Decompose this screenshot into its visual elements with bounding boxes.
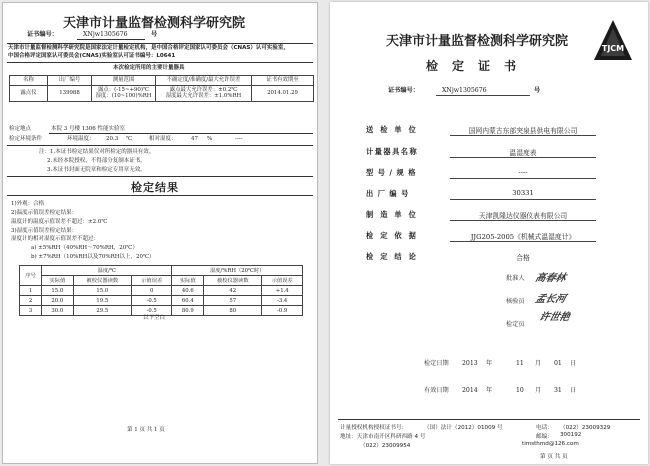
- inspector-signature: 许世艳: [537, 312, 571, 323]
- cert-no-suffix: 号: [534, 87, 541, 94]
- col-uncertainty: 不确定度/准确度/最大允许误差: [156, 76, 252, 86]
- other-value: ----: [235, 136, 243, 142]
- table-header-row: [20, 266, 303, 276]
- field-value-conclusion: 合格: [516, 254, 530, 262]
- field-label-instrument: 计量器具名称: [366, 147, 419, 156]
- item-appearance: 1)外观：合格: [11, 201, 45, 207]
- result-rule: [7, 195, 313, 196]
- top-rule: [7, 43, 313, 44]
- cell: 15.0: [73, 286, 131, 296]
- field-underline: [450, 178, 596, 179]
- result-title: 检定结果: [131, 181, 179, 194]
- res-col-seq: 序号: [20, 266, 42, 286]
- cell: 80: [204, 306, 262, 316]
- blank-below: 以下空白: [143, 315, 166, 321]
- institute-logo-icon: [592, 18, 634, 62]
- notice-line-2: 中国合格评定国家认可委员会(CNAS)实验室认可证书编号：L0641: [8, 53, 176, 59]
- field-label-serial: 出厂编号: [366, 189, 413, 198]
- cell: -0.5: [131, 306, 172, 316]
- field-underline: [450, 241, 596, 242]
- cert-no: XNjw1305676: [442, 87, 487, 94]
- std-unc-1: 露点最大允许误差：±0.2℃: [169, 86, 238, 93]
- place-value: 本院 3 号楼 1306 性能实验室: [51, 126, 125, 132]
- std-caption: 本次检定所用的主要计量器具: [113, 65, 185, 71]
- temp-label: 环境温度：: [67, 136, 95, 142]
- postcode-label: 邮编：: [536, 434, 553, 440]
- item-hum-b: b) ±7%RH（10%RH以及70%RH以上，20℃）: [31, 254, 155, 260]
- std-unc-2: 湿度最大允许误差：±1.0%RH: [165, 93, 242, 99]
- table-header-row: [10, 76, 314, 86]
- phone-value: （022）23009329: [560, 425, 611, 431]
- field-value-instrument: 温湿度表: [509, 149, 537, 157]
- hum-label: 相对湿度：: [149, 136, 177, 142]
- checker-label: 核验员: [506, 298, 525, 305]
- cell: 20.0: [42, 296, 74, 306]
- cond-rule: [7, 145, 313, 146]
- valid-day: 31: [554, 387, 562, 394]
- field-underline: [450, 220, 596, 221]
- item-hum: 3)湿度示值误差检定结果：: [11, 228, 78, 234]
- auth-cert-no: （国）法计（2012）01009 号: [424, 425, 503, 431]
- results-table: [19, 265, 303, 316]
- col-serial: 出厂编号: [48, 76, 92, 86]
- field-value-manufacturer: 天津凯隆达仪器仪表有限公司: [478, 212, 568, 220]
- check-year: 2013: [462, 360, 478, 367]
- place-underline: [49, 133, 313, 134]
- valid-year: 2014: [462, 387, 478, 394]
- cell: +1.4: [262, 286, 303, 296]
- approver-signature: 高春林: [533, 273, 567, 284]
- cert-no: XNjw1305676: [83, 31, 128, 38]
- checker-signature: 孟长河: [533, 294, 567, 305]
- res-sub-reading: 被校仪器读数: [73, 276, 131, 286]
- cert-no-label: 证书编号：: [27, 31, 58, 38]
- res-sub-actual2: 实际值: [172, 276, 204, 286]
- std-range: [92, 85, 156, 101]
- col-name: 名称: [10, 76, 48, 86]
- phone-label: 电话：: [536, 425, 553, 431]
- page-count: 第 页 共 页: [540, 454, 568, 460]
- table-subheader-row: [20, 276, 303, 286]
- field-value-model: ----: [518, 168, 528, 176]
- cell: 15.0: [42, 286, 74, 296]
- cell: -0.5: [131, 296, 172, 306]
- note-3: 3.本证书封面无院章和检定专用章无效。: [47, 167, 146, 173]
- valid-date-label: 有效日期: [424, 387, 449, 394]
- valid-year-unit: 年: [486, 387, 493, 394]
- fax-value: （022）23009954: [360, 443, 411, 449]
- item-hum-a: a) ±5%RH（40%RH～70%RH，20℃）: [31, 245, 138, 251]
- hum-unit: %: [207, 136, 213, 142]
- field-underline: [450, 157, 596, 158]
- field-label-conclusion: 检定结论: [366, 252, 423, 261]
- temp-value: 20.3: [106, 136, 119, 142]
- col-valid: 证书有效期至: [252, 76, 314, 86]
- cert-no-label: 证书编号：: [388, 87, 419, 94]
- res-sub-error: 示值误差: [131, 276, 172, 286]
- cell: 3: [20, 306, 42, 316]
- place-label: 检定地点: [9, 126, 32, 132]
- item-temp-detail: 温度计的温度示值误差不超过：±2.0℃: [11, 219, 108, 225]
- cell: 19.5: [73, 296, 131, 306]
- results-page: [2, 2, 318, 464]
- check-day: 01: [554, 360, 562, 367]
- address: 地址：天津市南开区科研西路 4 号: [340, 434, 426, 440]
- cell: -0.9: [262, 306, 303, 316]
- table-row: [20, 306, 303, 316]
- certificate-cover: [330, 2, 648, 464]
- cert-title: 检定证书: [426, 59, 531, 73]
- res-sub-reading2: 被校仪器读数: [204, 276, 262, 286]
- std-name: 露点仪: [10, 85, 48, 101]
- check-day-unit: 日: [570, 360, 577, 367]
- cell: 60.4: [172, 296, 204, 306]
- footer-rule: [338, 419, 640, 420]
- valid-month: 10: [516, 387, 524, 394]
- approver-label: 批准人: [506, 275, 525, 282]
- cell: 42: [204, 286, 262, 296]
- field-underline: [450, 135, 596, 136]
- res-sub-actual: 实际值: [42, 276, 74, 286]
- cell: 1: [20, 286, 42, 296]
- cert-no-underline: [77, 39, 145, 40]
- col-range: 测量范围: [92, 76, 156, 86]
- cert-no-underline: [436, 95, 530, 96]
- res-col-temp: 温度/℃: [42, 266, 172, 276]
- valid-day-unit: 日: [570, 387, 577, 394]
- email-value: timsthmd@126.com: [522, 441, 579, 447]
- cell: 0: [131, 286, 172, 296]
- cell: 57: [204, 296, 262, 306]
- std-valid: 2014.01.29: [252, 85, 314, 101]
- field-label-client: 送检单位: [366, 125, 423, 134]
- check-year-unit: 年: [486, 360, 493, 367]
- cond-label: 检定环境条件: [9, 136, 43, 142]
- page-footer: 第 1 页 共 1 页: [127, 427, 165, 433]
- cell: 40.6: [172, 286, 204, 296]
- std-serial: 139988: [48, 85, 92, 101]
- cell: 30.0: [42, 306, 74, 316]
- temp-unit: ℃: [126, 136, 133, 142]
- standards-table: [9, 75, 314, 102]
- cell: 29.5: [73, 306, 131, 316]
- table-row: [20, 286, 303, 296]
- auth-cert-label: 计量授权机构授权证书号：: [340, 425, 408, 431]
- field-value-serial: 30331: [512, 189, 534, 197]
- check-month-unit: 月: [535, 360, 542, 367]
- item-temp: 2)温度示值误差检定结果：: [11, 210, 78, 216]
- field-underline: [450, 199, 596, 200]
- logo-text: TJCM: [601, 44, 625, 53]
- hum-value: 47: [191, 136, 198, 142]
- institute-title: 天津市计量监督检测科学研究院: [386, 34, 569, 49]
- field-value-basis: JJG205-2005《机械式温湿度计》: [470, 233, 576, 241]
- inspector-label: 检定员: [506, 321, 525, 328]
- field-label-manufacturer: 制造单位: [366, 210, 423, 219]
- notes-rule: [7, 176, 313, 177]
- postcode-value: 300192: [560, 432, 582, 438]
- check-date-label: 检定日期: [424, 360, 449, 367]
- cell: 2: [20, 296, 42, 306]
- check-month: 11: [516, 360, 524, 367]
- cell: -3.4: [262, 296, 303, 306]
- std-uncertainty: [156, 85, 252, 101]
- field-value-client: 国网内蒙古东部突泉县供电有限公司: [468, 127, 578, 135]
- table-row: [10, 85, 314, 101]
- std-range-2: 湿度：(10~100)%RH: [95, 93, 152, 99]
- field-label-basis: 检定依据: [366, 231, 423, 240]
- institute-title: 天津市计量监督检测科学研究院: [63, 16, 246, 31]
- notice-line-1: 天津市计量监督检测科学研究院是国家法定计量检定机构，是中国合格评定国家认可委员会（CNAS）认可实验室，: [8, 45, 289, 51]
- cell: 80.9: [172, 306, 204, 316]
- res-col-hum: 湿度/%RH（20℃时）: [172, 266, 303, 276]
- res-sub-error2: 示值误差: [262, 276, 303, 286]
- item-hum-detail: 湿度计的相对湿度示值误差不超过：: [11, 236, 100, 242]
- note-2: 2.未经本院授权，不得部分复制本证书。: [47, 158, 146, 164]
- table-row: [20, 296, 303, 306]
- valid-month-unit: 月: [535, 387, 542, 394]
- notice-rule: [7, 62, 313, 63]
- std-range-1: 露点：(-15~+90)℃: [98, 86, 149, 93]
- cert-no-suffix: 号: [151, 31, 158, 38]
- field-label-model: 型号/规格: [366, 168, 420, 177]
- note-1: 注：1.本证书检定结果仅对所检定的器具有效。: [39, 149, 155, 155]
